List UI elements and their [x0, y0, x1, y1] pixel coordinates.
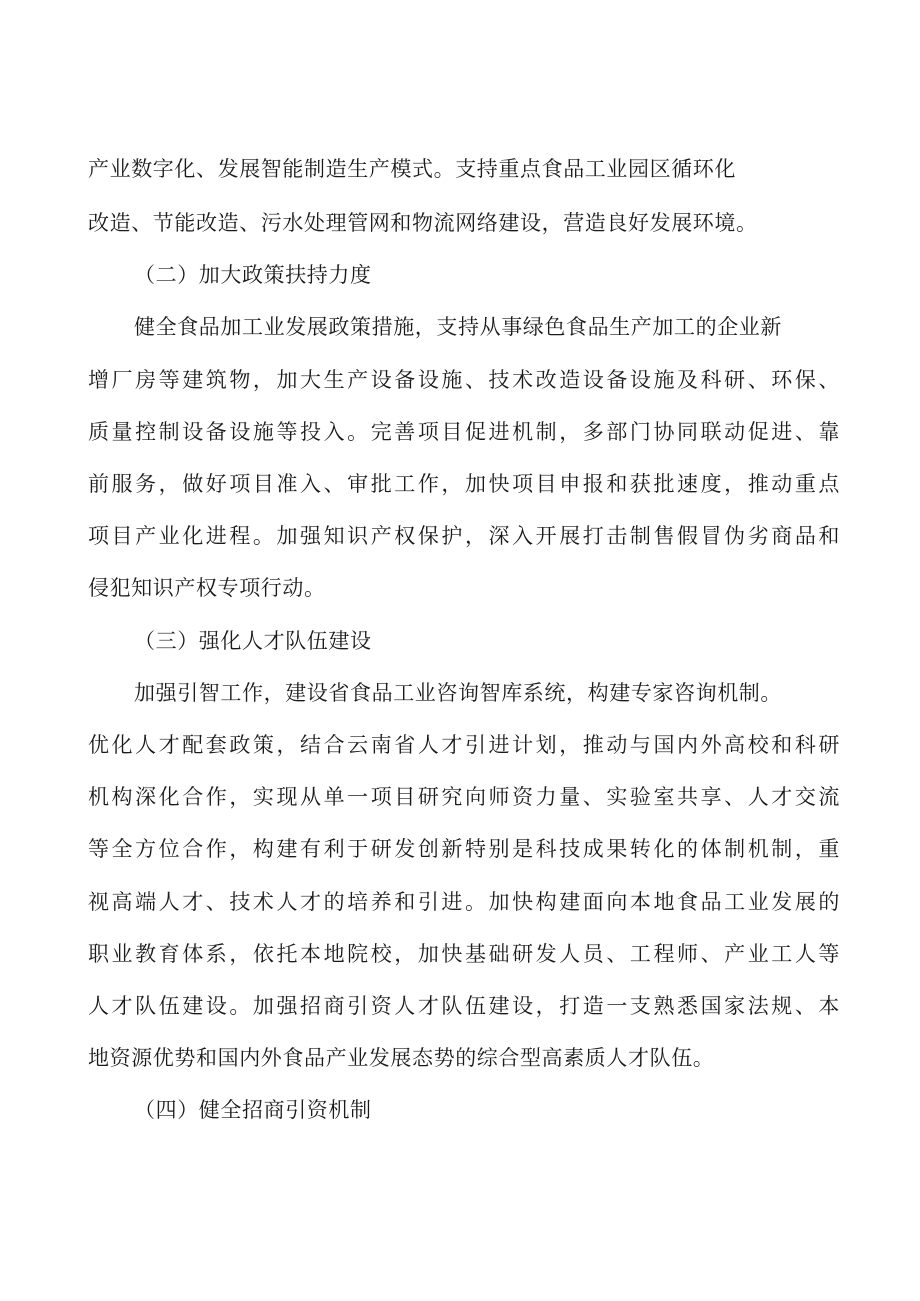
paragraph-line: 前服务，做好项目准入、审批工作，加快项目申报和获批速度，推动重点 [88, 472, 840, 496]
paragraph-line: 质量控制设备设施等投入。完善项目促进机制，多部门协同联动促进、靠 [88, 420, 840, 444]
paragraph-line: 产业数字化、发展智能制造生产模式。支持重点食品工业园区循环化 [88, 157, 736, 181]
paragraph-line: 加强引智工作，建设省食品工业咨询智库系统，构建专家咨询机制。 [134, 681, 782, 705]
section-heading: （二）加大政策扶持力度 [134, 263, 372, 287]
paragraph-line: 等全方位合作，构建有利于研发创新特别是科技成果转化的体制机制，重 [88, 837, 840, 861]
paragraph-line: 地资源优势和国内外食品产业发展态势的综合型高素质人才队伍。 [88, 1046, 715, 1070]
section-heading: （四）健全招商引资机制 [134, 1098, 372, 1122]
section-heading: （三）强化人才队伍建设 [134, 629, 372, 653]
paragraph-line: 人才队伍建设。加强招商引资人才队伍建设，打造一支熟悉国家法规、本 [88, 994, 840, 1018]
paragraph-line: 机构深化合作，实现从单一项目研究向师资力量、实验室共享、人才交流 [88, 785, 840, 809]
paragraph-line: 项目产业化进程。加强知识产权保护，深入开展打击制售假冒伪劣商品和 [88, 524, 840, 548]
paragraph-line: 增厂房等建筑物，加大生产设备设施、技术改造设备设施及科研、环保、 [88, 368, 840, 392]
paragraph-line: 健全食品加工业发展政策措施，支持从事绿色食品生产加工的企业新 [134, 315, 782, 339]
paragraph-line: 侵犯知识产权专项行动。 [88, 576, 326, 600]
paragraph-line: 职业教育体系，依托本地院校，加快基础研发人员、工程师、产业工人等 [88, 942, 840, 966]
paragraph-line: 改造、节能改造、污水处理管网和物流网络建设，营造良好发展环境。 [88, 211, 758, 235]
paragraph-line: 优化人才配套政策，结合云南省人才引进计划，推动与国内外高校和科研 [88, 733, 840, 757]
paragraph-line: 视高端人才、技术人才的培养和引进。加快构建面向本地食品工业发展的 [88, 890, 840, 914]
